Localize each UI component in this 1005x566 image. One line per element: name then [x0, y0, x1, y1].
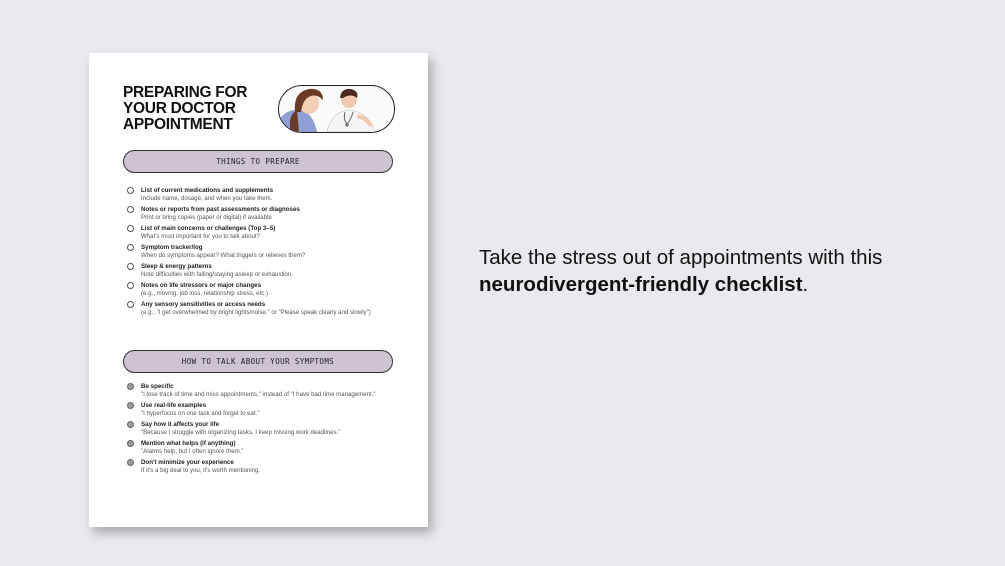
title-line-2: YOUR DOCTOR — [123, 100, 236, 117]
item-title: Use real-life examples — [141, 402, 207, 409]
list-item — [127, 244, 389, 260]
list-item — [127, 206, 389, 222]
list-item — [127, 282, 389, 298]
item-description: (e.g., "I get overwhelmed by bright lights/noise," or "Please speak clearly and slowly") — [141, 309, 371, 316]
checkbox-circle-icon[interactable] — [127, 402, 134, 409]
item-title: Symptom tracker/log — [141, 244, 203, 251]
checkbox-circle-icon[interactable] — [127, 282, 134, 289]
checkbox-circle-icon[interactable] — [127, 383, 134, 390]
item-title: Be specific — [141, 383, 174, 390]
checkbox-circle-icon[interactable] — [127, 459, 134, 466]
item-description: "Alarms help, but I often ignore them." — [141, 448, 244, 455]
doctor-patient-illustration — [278, 85, 395, 133]
list-item — [127, 402, 389, 418]
prepare-list — [127, 187, 389, 320]
list-item — [127, 440, 389, 456]
list-item — [127, 187, 389, 203]
checkbox-circle-icon[interactable] — [127, 187, 134, 194]
title-line-1: PREPARING FOR — [123, 84, 248, 101]
checkbox-circle-icon[interactable] — [127, 440, 134, 447]
section-how-to-talk: HOW TO TALK ABOUT YOUR SYMPTOMS — [123, 350, 393, 373]
item-description: Note difficulties with falling/staying asleep or exhaustion. — [141, 271, 293, 278]
item-title: Sleep & energy patterns — [141, 263, 212, 270]
checklist-document — [89, 53, 428, 527]
checkbox-circle-icon[interactable] — [127, 301, 134, 308]
document-title — [123, 85, 273, 133]
item-title: Notes or reports from past assessments or diagnoses — [141, 206, 300, 213]
checkbox-circle-icon[interactable] — [127, 421, 134, 428]
list-item — [127, 459, 389, 475]
item-title: Notes on life stressors or major changes — [141, 282, 262, 289]
talk-list — [127, 383, 389, 478]
promo-text — [479, 244, 959, 298]
list-item — [127, 301, 389, 317]
item-title: Mention what helps (if anything) — [141, 440, 236, 447]
item-description: Print or bring copies (paper or digital) if available — [141, 214, 272, 221]
list-item — [127, 421, 389, 437]
section-things-to-prepare: THINGS TO PREPARE — [123, 150, 393, 173]
item-title: Say how it affects your life — [141, 421, 220, 428]
list-item — [127, 383, 389, 399]
item-description: What's most important for you to talk about? — [141, 233, 261, 240]
item-description: "I lose track of time and miss appointments," instead of "I have bad time management." — [141, 391, 376, 398]
item-title: List of main concerns or challenges (Top 3–5) — [141, 225, 276, 232]
checkbox-circle-icon[interactable] — [127, 206, 134, 213]
item-title: Don't minimize your experience — [141, 459, 234, 466]
promo-line: Take the stress out of appointments with this — [479, 246, 883, 269]
list-item — [127, 225, 389, 241]
item-title: Any sensory sensitivities or access needs — [141, 301, 266, 308]
promo-emphasis: neurodivergent-friendly checklist — [479, 273, 803, 296]
item-description: "Because I struggle with organizing tasks, I keep missing work deadlines." — [141, 429, 341, 436]
checkbox-circle-icon[interactable] — [127, 225, 134, 232]
item-description: "I hyperfocus on one task and forget to eat." — [141, 410, 260, 417]
item-description: (e.g., moving, job loss, relationship stress, etc.) — [141, 290, 269, 297]
item-description: When do symptoms appear? What triggers or relieves them? — [141, 252, 306, 259]
item-description: Include name, dosage, and when you take them. — [141, 195, 273, 202]
checkbox-circle-icon[interactable] — [127, 263, 134, 270]
checkbox-circle-icon[interactable] — [127, 244, 134, 251]
list-item — [127, 263, 389, 279]
title-line-3: APPOINTMENT — [123, 116, 233, 133]
promo-period: . — [802, 273, 809, 296]
item-title: List of current medications and supplements — [141, 187, 274, 194]
item-description: If it's a big deal to you, it's worth mentioning. — [141, 467, 261, 474]
